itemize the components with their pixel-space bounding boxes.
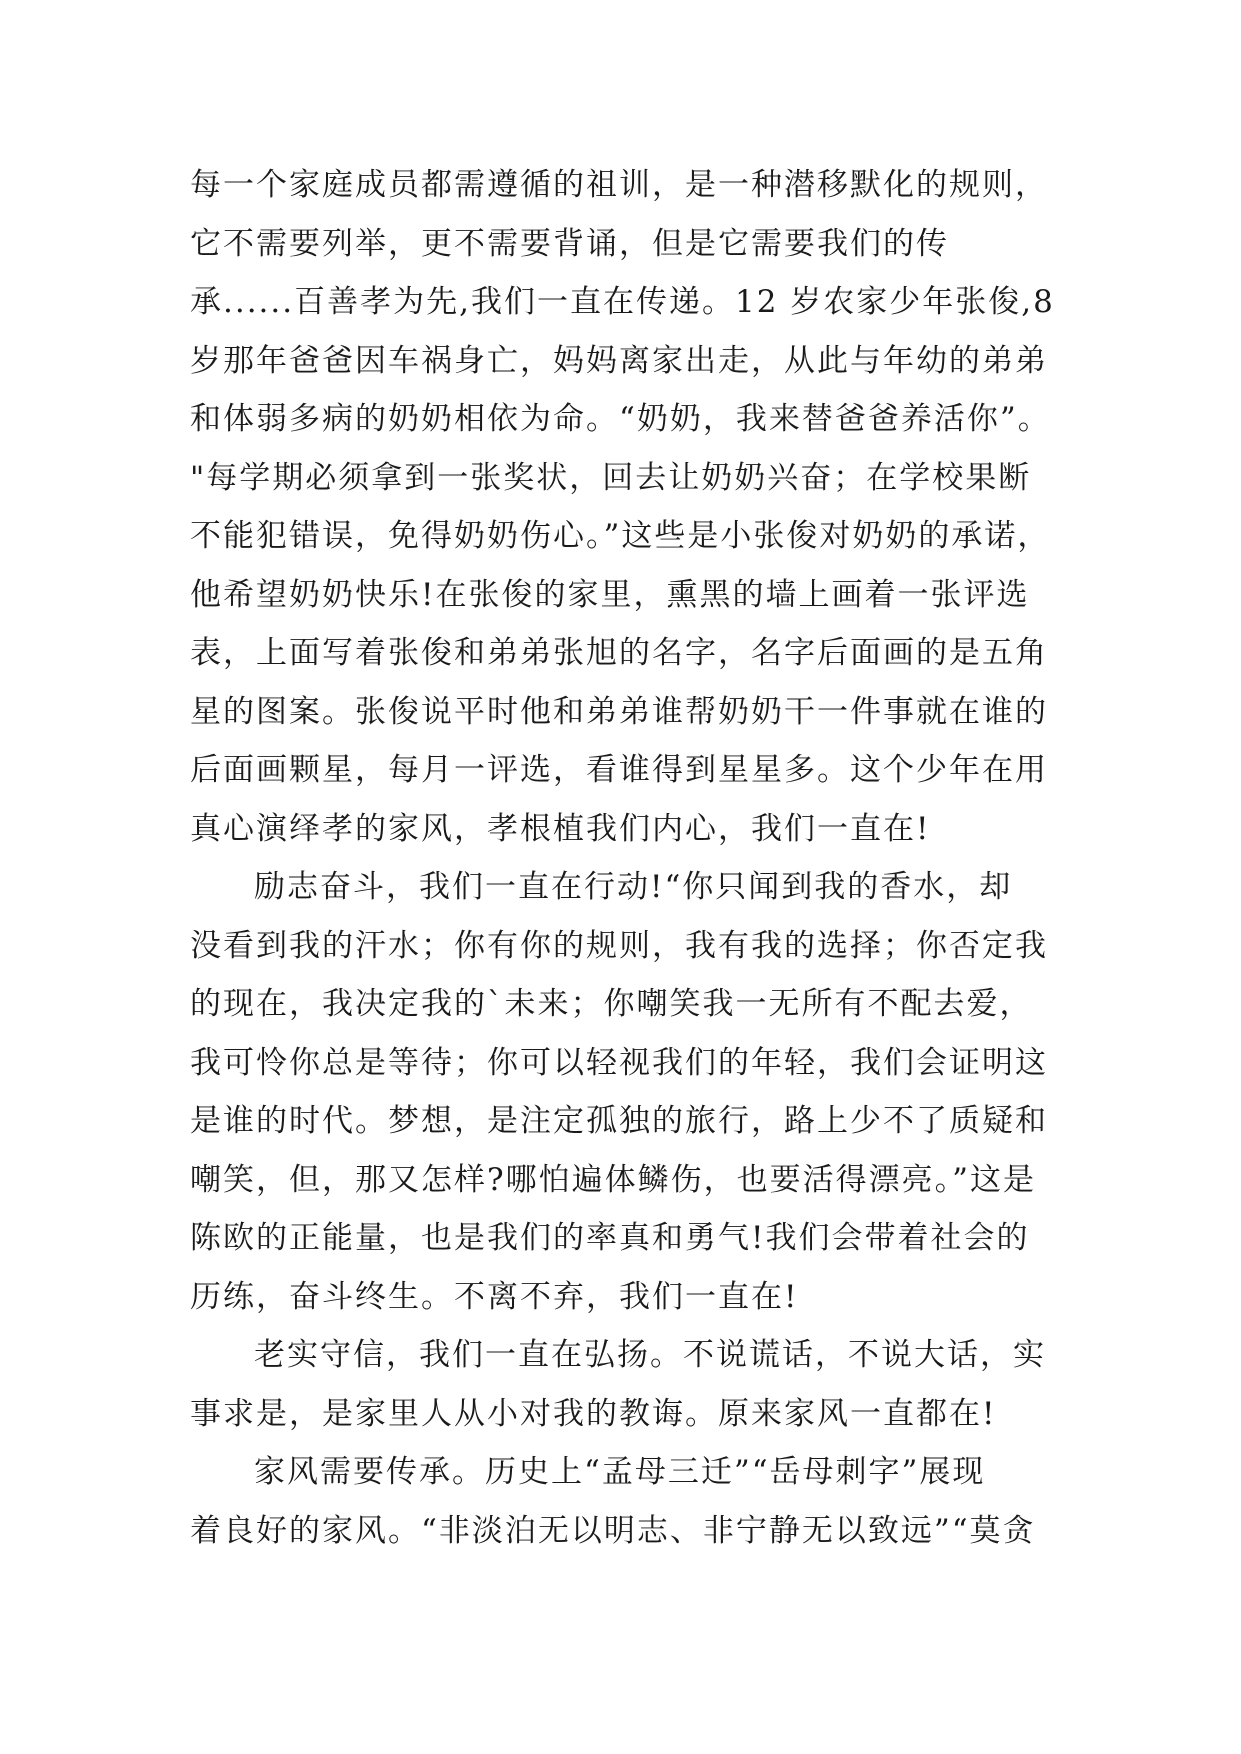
text-line: 我可怜你总是等待；你可以轻视我们的年轻，我们会证明这 [190, 1044, 1048, 1081]
text-line: 是谁的时代。梦想，是注定孤独的旅行，路上少不了质疑和 [190, 1103, 1048, 1139]
document-body [190, 156, 1055, 1560]
text-line: 陈欧的正能量，也是我们的率真和勇气!我们会带着社会的 [190, 1220, 1030, 1256]
paragraph-start-line: 励志奋斗，我们一直在行动!“你只闻到我的香水，却 [254, 869, 1013, 905]
text-line: 没看到我的汗水；你有你的规则，我有我的选择；你否定我 [190, 927, 1048, 964]
text-line: 岁那年爸爸因车祸身亡，妈妈离家出走，从此与年幼的弟弟 [190, 342, 1048, 379]
text-line: 后面画颗星，每月一评选，看谁得到星星多。这个少年在用 [190, 752, 1048, 788]
text-line: 每一个家庭成员都需遵循的祖训，是一种潜移默化的规则， [190, 167, 1048, 203]
text-line: 真心演绎孝的家风，孝根植我们内心，我们一直在! [190, 810, 931, 847]
text-line: 着良好的家风。“非淡泊无以明志、非宁静无以致远”“莫贪 [190, 1512, 1036, 1549]
text-line: 他希望奶奶快乐!在张俊的家里，熏黑的墙上画着一张评选 [190, 576, 1030, 613]
paragraph-start-line: 家风需要传承。历史上“孟母三迁”“岳母刺字”展现 [254, 1454, 986, 1490]
text-line: 的现在，我决定我的`未来；你嘲笑我一无所有不配去爱， [190, 986, 1033, 1022]
text-line: 星的图案。张俊说平时他和弟弟谁帮奶奶干一件事就在谁的 [190, 693, 1048, 730]
paragraph-start-line: 老实守信，我们一直在弘扬。不说谎话，不说大话，实 [254, 1337, 1046, 1373]
text-line: 历练，奋斗终生。不离不弃，我们一直在! [190, 1278, 799, 1315]
text-line: 嘲笑，但，那又怎样?哪怕遍体鳞伤，也要活得漂亮。”这是 [190, 1161, 1036, 1198]
text-line: 不能犯错误，免得奶奶伤心。”这些是小张俊对奶奶的承诺， [190, 518, 1051, 554]
text-line: "每学期必须拿到一张奖状，回去让奶奶兴奋；在学校果断 [190, 459, 1032, 496]
text-line: 表，上面写着张俊和弟弟张旭的名字，名字后面画的是五角 [190, 635, 1048, 671]
text-line: 它不需要列举，更不需要背诵，但是它需要我们的传 [190, 225, 949, 262]
text-line: 事求是，是家里人从小对我的教诲。原来家风一直都在! [190, 1395, 997, 1432]
text-line: 和体弱多病的奶奶相依为命。“奶奶，我来替爸爸养活你”。 [190, 401, 1051, 437]
text-line: 承......百善孝为先,我们一直在传递。12 岁农家少年张俊,8 [190, 284, 1055, 320]
